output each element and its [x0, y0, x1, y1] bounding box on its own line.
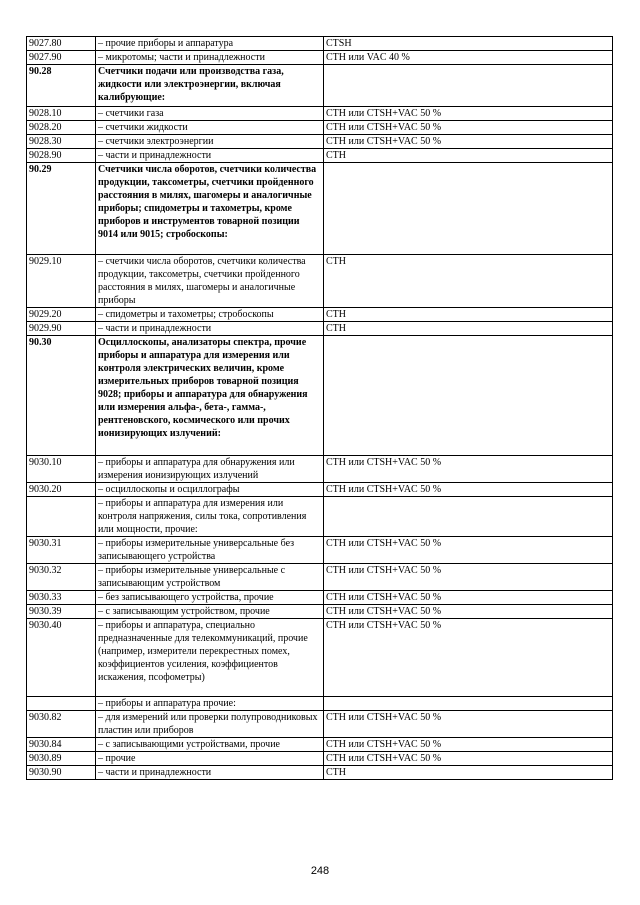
- description: – приборы измерительные универсальные без записывающего устройства: [96, 537, 324, 564]
- origin-rule: СТН: [324, 322, 613, 336]
- table-row: [27, 336, 613, 456]
- page-number: 248: [310, 865, 330, 877]
- origin-rule: СТН или CTSH+VAC 50 %: [324, 107, 613, 121]
- hs-code: 9030.33: [27, 591, 96, 605]
- rules-table-body: [27, 37, 613, 780]
- origin-rule: [324, 336, 613, 456]
- hs-code: 9027.90: [27, 51, 96, 65]
- origin-rule: СТН или CTSH+VAC 50 %: [324, 564, 613, 591]
- hs-code: 9030.20: [27, 483, 96, 497]
- description: – приборы измерительные универсальные с записывающим устройством: [96, 564, 324, 591]
- table-row: [27, 37, 613, 51]
- description: – приборы и аппаратура прочие:: [96, 697, 324, 711]
- origin-rule: [324, 497, 613, 537]
- hs-code: [27, 697, 96, 711]
- origin-rule: [324, 697, 613, 711]
- hs-code: 9030.32: [27, 564, 96, 591]
- hs-code: 9030.89: [27, 752, 96, 766]
- description: – для измерений или проверки полупроводниковых пластин или приборов: [96, 711, 324, 738]
- description: – приборы и аппаратура, специально предназначенные для телекоммуникаций, прочие (например, измерители перекрестных помех, коэффициентов усиления, коэффициентов искажения, псофометры): [96, 619, 324, 697]
- heading-description: Осциллоскопы, анализаторы спектра, прочие приборы и аппаратура для измерения или контроля электрических величин, кроме измерительных приборов товарной позиция 9028; приборы и аппаратура для обнаружения или измерения альфа-, бета-, гамма-, рентгеновского, космического или прочих ионизирующих излучений:: [96, 336, 324, 456]
- origin-rule: СТН или VAC 40 %: [324, 51, 613, 65]
- table-row: [27, 497, 613, 537]
- origin-rule: [324, 163, 613, 255]
- origin-rule: СТН или CTSH+VAC 50 %: [324, 121, 613, 135]
- origin-rule: СТН или CTSH+VAC 50 %: [324, 738, 613, 752]
- origin-rule: СТН или CTSH+VAC 50 %: [324, 619, 613, 697]
- hs-code: [27, 497, 96, 537]
- hs-code: 9030.84: [27, 738, 96, 752]
- description: – с записывающими устройствами, прочие: [96, 738, 324, 752]
- origin-rule: СТН: [324, 308, 613, 322]
- description: – приборы и аппаратура для измерения или контроля напряжения, силы тока, сопротивления или мощности, прочие:: [96, 497, 324, 537]
- description: – части и принадлежности: [96, 766, 324, 780]
- origin-rule: СТН: [324, 766, 613, 780]
- hs-code: 9030.40: [27, 619, 96, 697]
- table-row: [27, 107, 613, 121]
- rules-table: [26, 36, 613, 780]
- description: – части и принадлежности: [96, 149, 324, 163]
- table-row: [27, 591, 613, 605]
- origin-rule: СТН или CTSH+VAC 50 %: [324, 752, 613, 766]
- hs-code: 9029.20: [27, 308, 96, 322]
- table-row: [27, 766, 613, 780]
- hs-code: 9028.10: [27, 107, 96, 121]
- description: – осциллоскопы и осциллографы: [96, 483, 324, 497]
- hs-code: 9028.90: [27, 149, 96, 163]
- table-row: [27, 255, 613, 308]
- heading-description: Счетчики числа оборотов, счетчики количества продукции, таксометры, счетчики пройденного расстояния в милях, шагомеры и аналогичные приборы; спидометры и тахометры, кроме приборов и инструментов товарной позиции 9014 или 9015; стробоскопы:: [96, 163, 324, 255]
- table-row: [27, 711, 613, 738]
- table-row: [27, 564, 613, 591]
- hs-heading-code: 90.29: [27, 163, 96, 255]
- origin-rule: СТН или CTSH+VAC 50 %: [324, 591, 613, 605]
- description: – части и принадлежности: [96, 322, 324, 336]
- table-row: [27, 456, 613, 483]
- description: – микротомы; части и принадлежности: [96, 51, 324, 65]
- origin-rule: CTSH: [324, 37, 613, 51]
- hs-code: 9028.30: [27, 135, 96, 149]
- table-row: [27, 483, 613, 497]
- hs-code: 9027.80: [27, 37, 96, 51]
- description: – счетчики газа: [96, 107, 324, 121]
- description: – счетчики электроэнергии: [96, 135, 324, 149]
- description: – счетчики числа оборотов, счетчики количества продукции, таксометры, счетчики пройденного расстояния в милях, шагомеры и аналогичные приборы: [96, 255, 324, 308]
- hs-code: 9030.90: [27, 766, 96, 780]
- table-row: [27, 605, 613, 619]
- table-row: [27, 163, 613, 255]
- description: – приборы и аппаратура для обнаружения или измерения ионизирующих излучений: [96, 456, 324, 483]
- table-row: [27, 738, 613, 752]
- description: – без записывающего устройства, прочие: [96, 591, 324, 605]
- table-row: [27, 65, 613, 107]
- description: – спидометры и тахометры; стробоскопы: [96, 308, 324, 322]
- origin-rule: СТН или CTSH+VAC 50 %: [324, 456, 613, 483]
- heading-description: Счетчики подачи или производства газа, жидкости или электроэнергии, включая калибрующие:: [96, 65, 324, 107]
- description: – прочие: [96, 752, 324, 766]
- hs-code: 9029.10: [27, 255, 96, 308]
- table-row: [27, 121, 613, 135]
- table-row: [27, 308, 613, 322]
- origin-rule: [324, 65, 613, 107]
- hs-code: 9028.20: [27, 121, 96, 135]
- table-row: [27, 697, 613, 711]
- description: – счетчики жидкости: [96, 121, 324, 135]
- table-row: [27, 135, 613, 149]
- hs-code: 9029.90: [27, 322, 96, 336]
- table-row: [27, 537, 613, 564]
- origin-rule: СТН или CTSH+VAC 50 %: [324, 483, 613, 497]
- origin-rule: СТН или CTSH+VAC 50 %: [324, 537, 613, 564]
- table-row: [27, 149, 613, 163]
- origin-rule: СТН или CTSH+VAC 50 %: [324, 135, 613, 149]
- hs-code: 9030.10: [27, 456, 96, 483]
- hs-code: 9030.39: [27, 605, 96, 619]
- table-row: [27, 322, 613, 336]
- hs-code: 9030.31: [27, 537, 96, 564]
- description: – с записывающим устройством, прочие: [96, 605, 324, 619]
- origin-rule: СТН или CTSH+VAC 50 %: [324, 711, 613, 738]
- table-row: [27, 51, 613, 65]
- hs-code: 9030.82: [27, 711, 96, 738]
- table-row: [27, 752, 613, 766]
- table-row: [27, 619, 613, 697]
- origin-rule: СТН: [324, 149, 613, 163]
- hs-heading-code: 90.30: [27, 336, 96, 456]
- description: – прочие приборы и аппаратура: [96, 37, 324, 51]
- hs-heading-code: 90.28: [27, 65, 96, 107]
- origin-rule: СТН: [324, 255, 613, 308]
- origin-rule: СТН или CTSH+VAC 50 %: [324, 605, 613, 619]
